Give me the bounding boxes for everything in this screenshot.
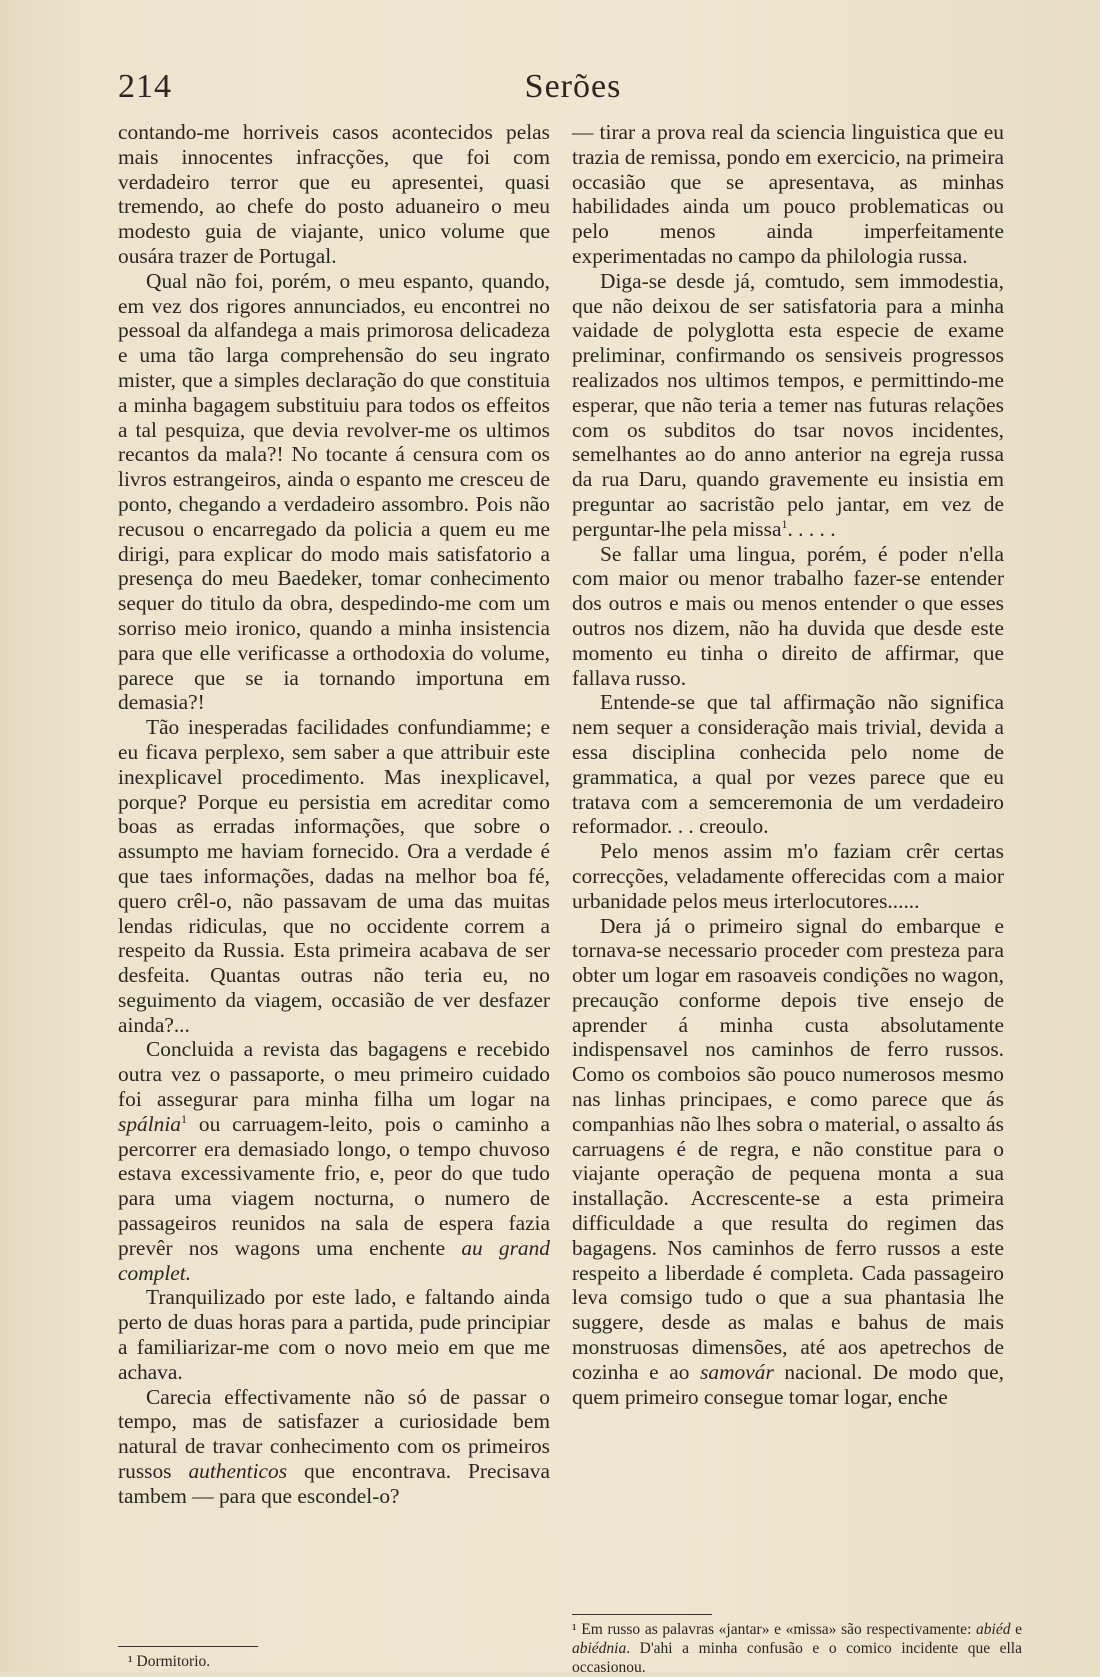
paragraph: Tranquilizado por este lado, e faltando ainda perto de duas horas para a partida, pude principiar a familiarizar-me com o novo meio em que me achava. — [118, 1285, 550, 1384]
paragraph-text: Diga-se desde já, comtudo, sem immodestia, que não deixou de ser satisfatoria para a minha vaidade de polyglotta esta especie de exame preliminar, confirmando os sensiveis progressos realizados nos ultimos tempos, e permittindo-me esperar, que não teria a temer nas futuras relações com os subditos do tsar novos incidentes, semelhantes ao do anno anterior na egreja russa da rua Daru, quando gravemente eu insistia em preguntar ao sacristão pelo jantar, em vez de perguntar-lhe pela missa — [572, 268, 1004, 541]
paragraph: Tão inesperadas facilidades confundiamme; e eu ficava perplexo, sem saber a que attribuir este inexplicavel procedimento. Mas inexplicavel, porque? Porque eu persistia em acreditar como boas as erradas informações, que sobre o assumpto me haviam fornecido. Ora a verdade é que taes informações, dadas na melhor boa fé, quero crêl-o, não passavam de uma das muitas lendas ridiculas, que no occidente correm a respeito da Russia. Esta primeira acabava de ser desfeita. Quantas outras não teria eu, no seguimento da viagem, occasião de ver desfazer ainda?... — [118, 715, 550, 1037]
paragraph: Qual não foi, porém, o meu espanto, quando, em vez dos rigores annunciados, eu encontrei no pessoal da alfandega a mais primorosa delicadeza e uma tão larga comprehensão do seu ingrato mister, que a simples declaração do que constituia a minha bagagem substituiu para todos os effeitos a tal pesquiza, que devia revolver-me os ultimos recantos da mala?! No tocante á censura com os livros estrangeiros, ainda o espanto me cresceu de ponto, chegando a verdadeiro assombro. Pois não recusou o encarregado da policia a quem eu me dirigi, para explicar do modo mais satisfatorio a presença do meu Baedeker, tomar conhecimento sequer do titulo da obra, despedindo-me com um sorriso meio ironico, quando a minha insistencia para que elle verificasse a orthodoxia do volume, parece que se ia tornando importuna em demasia?! — [118, 268, 550, 715]
paragraph: Entende-se que tal affirmação não significa nem sequer a consideração mais trivial, devida a essa disciplina conhecida pelo nome de grammatica, a qual por vezes parece que eu tratava com a semceremonia de um verdadeiro reformador. . . creoulo. — [572, 690, 1004, 839]
paragraph-text: Carecia effectivamente não só de passar o tempo, mas de satisfazer a curiosidade bem natural de travar conhecimento com os primeiros russos — [118, 1384, 550, 1484]
footnote-divider — [572, 1614, 712, 1615]
left-column — [118, 120, 550, 1509]
paragraph — [118, 1385, 550, 1509]
paragraph — [572, 269, 1004, 542]
paragraph: Se fallar uma lingua, porém, é poder n'ella com maior ou menor trabalho fazer-se entender dos outros e mais ou menos entender o que esses outros nos dizem, não ha duvida que desde este momento eu tinha o direito de affirmar, que fallava russo. — [572, 541, 1004, 690]
paragraph — [572, 914, 1004, 1410]
paragraph-text: Dera já o primeiro signal do embarque e tornava-se necessario proceder com presteza para obter um logar em rasoaveis condições no wagon, precaução conforme depois tive ensejo de aprender á minha custa absolutamente indispensavel nos caminhos de ferro russos. Como os comboios são pouco numerosos mesmo nas linhas principaes, e como parece que ás companhias não lhes sobra o material, o assalto ás carruagens é de regra, e não constitue para o viajante operação de pequena monta a sua installação. Accrescente-se a esta primeira difficuldade a que resulta do regimen das bagagens. Nos caminhos de ferro russos a este respeito a liberdade é completa. Cada passageiro leva comsigo tudo o que a sua phantasia lhe suggere, desde as malas e bahus de mais monstruosas dimensões, até aos apetrechos de cozinha e ao — [572, 913, 1004, 1384]
footnote-text: . D'ahi a minha confusão e o comico incidente que ella occasionou. — [572, 1640, 1022, 1676]
paragraph-text: nacional. De modo que, quem primeiro consegue tomar logar, enche — [572, 1359, 1004, 1409]
paragraph — [118, 1037, 550, 1285]
page-number: 214 — [118, 68, 172, 105]
paragraph: — tirar a prova real da sciencia linguistica que eu trazia de remissa, pondo em exercicio, na primeira occasião que se apresentava, as minhas habilidades ainda um pouco problematicas ou pelo menos ainda imperfeitamente experimentadas no campo da philologia russa. — [572, 120, 1004, 268]
italic-term: abiédnia — [572, 1640, 627, 1657]
footnote-divider — [118, 1646, 258, 1647]
italic-term: authenticos — [188, 1459, 288, 1484]
paragraph-text: Concluida a revista das bagagens e recebido outra vez o passaporte, o meu primeiro cuidado foi assegurar para minha filha um logar na — [118, 1037, 550, 1112]
footnote-text: ¹ Em russo as palavras «jantar» e «missa» são respectivamente: — [572, 1621, 977, 1638]
paragraph-text: . . . . . — [787, 516, 836, 541]
italic-term: au grand complet. — [118, 1235, 550, 1285]
right-column — [572, 120, 1004, 1409]
paragraph: contando-me horriveis casos acontecidos pelas mais innocentes infracções, que foi com verdadeiro terror que eu apresentei, quasi tremendo, ao chefe do posto aduaneiro o meu modesto guia de viajante, unico volume que ousára trazer de Portugal. — [118, 120, 550, 268]
footnote-text: e — [1010, 1621, 1022, 1638]
paragraph-text: ou carruagem-leito, pois o caminho a percorrer era demasiado longo, o tempo chuvoso estava excessivamente frio, e, peor do que tudo para uma viagem nocturna, o numero de passageiros reunidos na sala de espera fazia prevêr nos wagons uma enchente — [118, 1111, 550, 1260]
footnote-left: ¹ Dormitorio. — [128, 1653, 211, 1670]
page-header — [118, 68, 1028, 118]
italic-term: spálnia — [118, 1111, 181, 1136]
italic-term: samovár — [700, 1359, 774, 1384]
footnote-marker: 1 — [181, 1111, 187, 1126]
footnote-marker: 1 — [781, 516, 788, 531]
italic-term: abiéd — [976, 1621, 1011, 1638]
paragraph: Pelo menos assim m'o faziam crêr certas correcções, veladamente offerecidas com a maior urbanidade pelos meus irterlocutores...... — [572, 839, 1004, 913]
paragraph-text: que encontrava. Precisava tambem — para que escondel-o? — [118, 1459, 550, 1508]
footnote-right — [572, 1620, 1022, 1677]
running-title: Serões — [524, 68, 622, 105]
